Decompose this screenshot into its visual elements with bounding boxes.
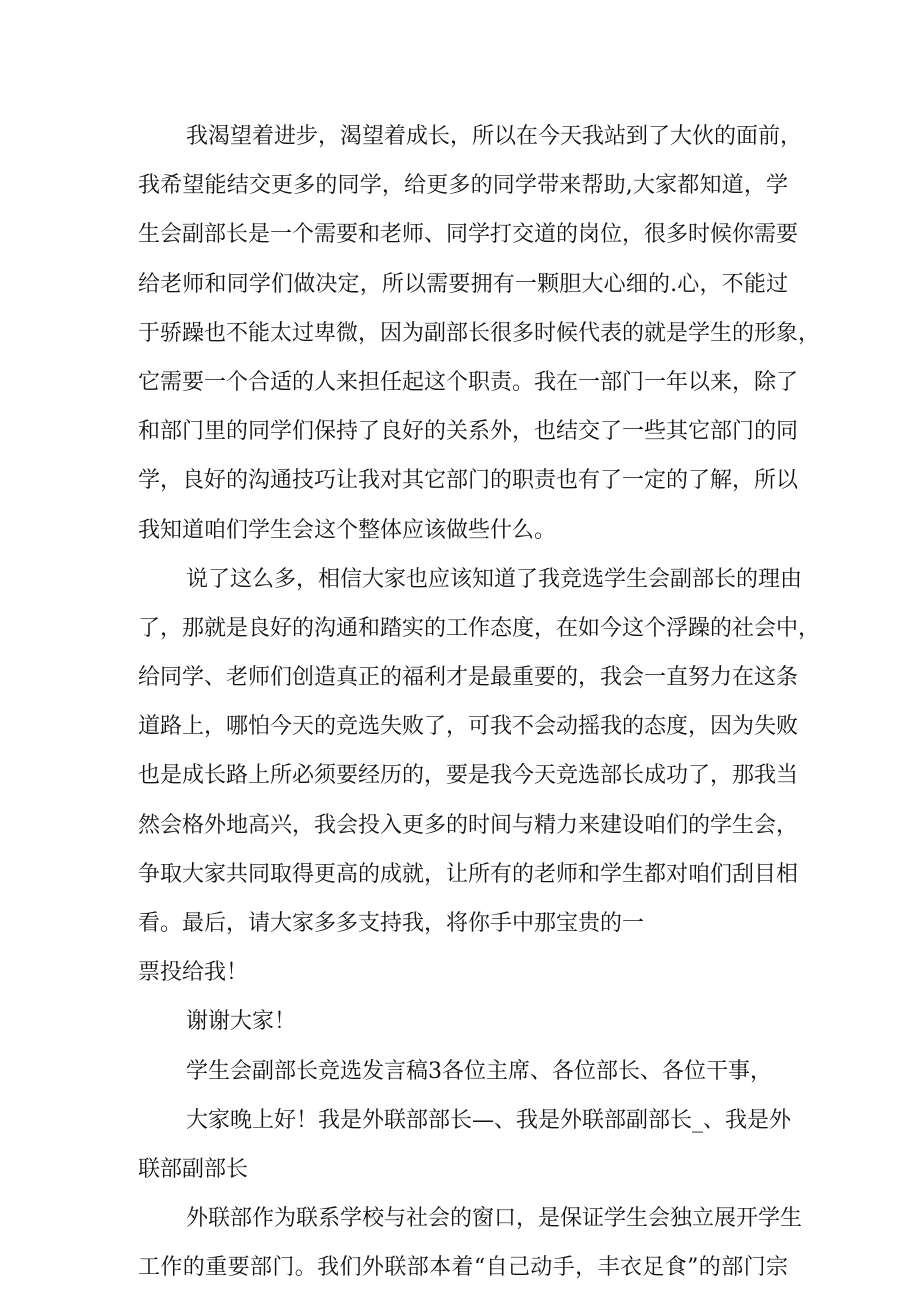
paragraph-line: 给同学、老师们创造真正的福利才是最重要的，我会一直努力在这条 <box>138 665 799 691</box>
paragraph-line: 我渴望着进步，渴望着成长，所以在今天我站到了大伙的面前， <box>186 124 803 149</box>
paragraph-line: 工作的重要部门。我们外联部本着“自己动手，丰衣足食”的部门宗 <box>138 1255 788 1281</box>
paragraph-line: 道路上，哪怕今天的竞选失败了，可我不会动摇我的态度，因为失败 <box>138 714 799 740</box>
paragraph-line: 看。最后，请大家多多支持我，将你手中那宝贵的一 <box>138 911 645 936</box>
paragraph-line: 说了这么多，相信大家也应该知道了我竞选学生会副部长的理由 <box>186 566 803 592</box>
paragraph-line: 谢谢大家！ <box>186 1009 297 1035</box>
document-body <box>138 112 821 1293</box>
paragraph-line: 于骄躁也不能太过卑微，因为副部长很多时候代表的就是学生的形象， <box>138 320 821 346</box>
paragraph-line: 联部副部长 <box>138 1156 249 1182</box>
paragraph-line: 争取大家共同取得更高的成就，让所有的老师和学生都对咱们刮目相 <box>138 861 799 887</box>
paragraph-line: 给老师和同学们做决定，所以需要拥有一颗胆大心细的.心，不能过 <box>138 271 788 297</box>
paragraph-line: 我知道咱们学生会这个整体应该做些什么。 <box>138 517 557 543</box>
paragraph-line: 生会副部长是一个需要和老师、同学打交道的岗位，很多时候你需要 <box>138 222 799 248</box>
paragraph-line: 票投给我！ <box>138 960 249 986</box>
paragraph-line: 大家晚上好！我是外联部部长—、我是外联部副部长_、我是外 <box>186 1107 792 1133</box>
paragraph-line: 外联部作为联系学校与社会的窗口，是保证学生会独立展开学生 <box>186 1206 803 1232</box>
paragraph-line: 和部门里的同学们保持了良好的关系外，也结交了一些其它部门的同 <box>138 419 799 445</box>
paragraph-line: 我希望能结交更多的同学，给更多的同学带来帮助,大家都知道，学 <box>138 173 788 199</box>
paragraph-line: 也是成长路上所必须要经历的，要是我今天竞选部长成功了，那我当 <box>138 763 799 789</box>
paragraph-line: 学，良好的沟通技巧让我对其它部门的职责也有了一定的了解，所以 <box>138 468 799 494</box>
paragraph-line: 然会格外地高兴，我会投入更多的时间与精力来建设咱们的学生会， <box>138 812 799 838</box>
paragraph-line: 它需要一个合适的人来担任起这个职责。我在一部门一年以来，除了 <box>138 369 799 395</box>
paragraph-line: 学生会副部长竞选发言稿3各位主席、各位部长、各位干事， <box>186 1058 772 1084</box>
paragraph-line: 了，那就是良好的沟通和踏实的工作态度，在如今这个浮躁的社会中， <box>138 615 821 641</box>
